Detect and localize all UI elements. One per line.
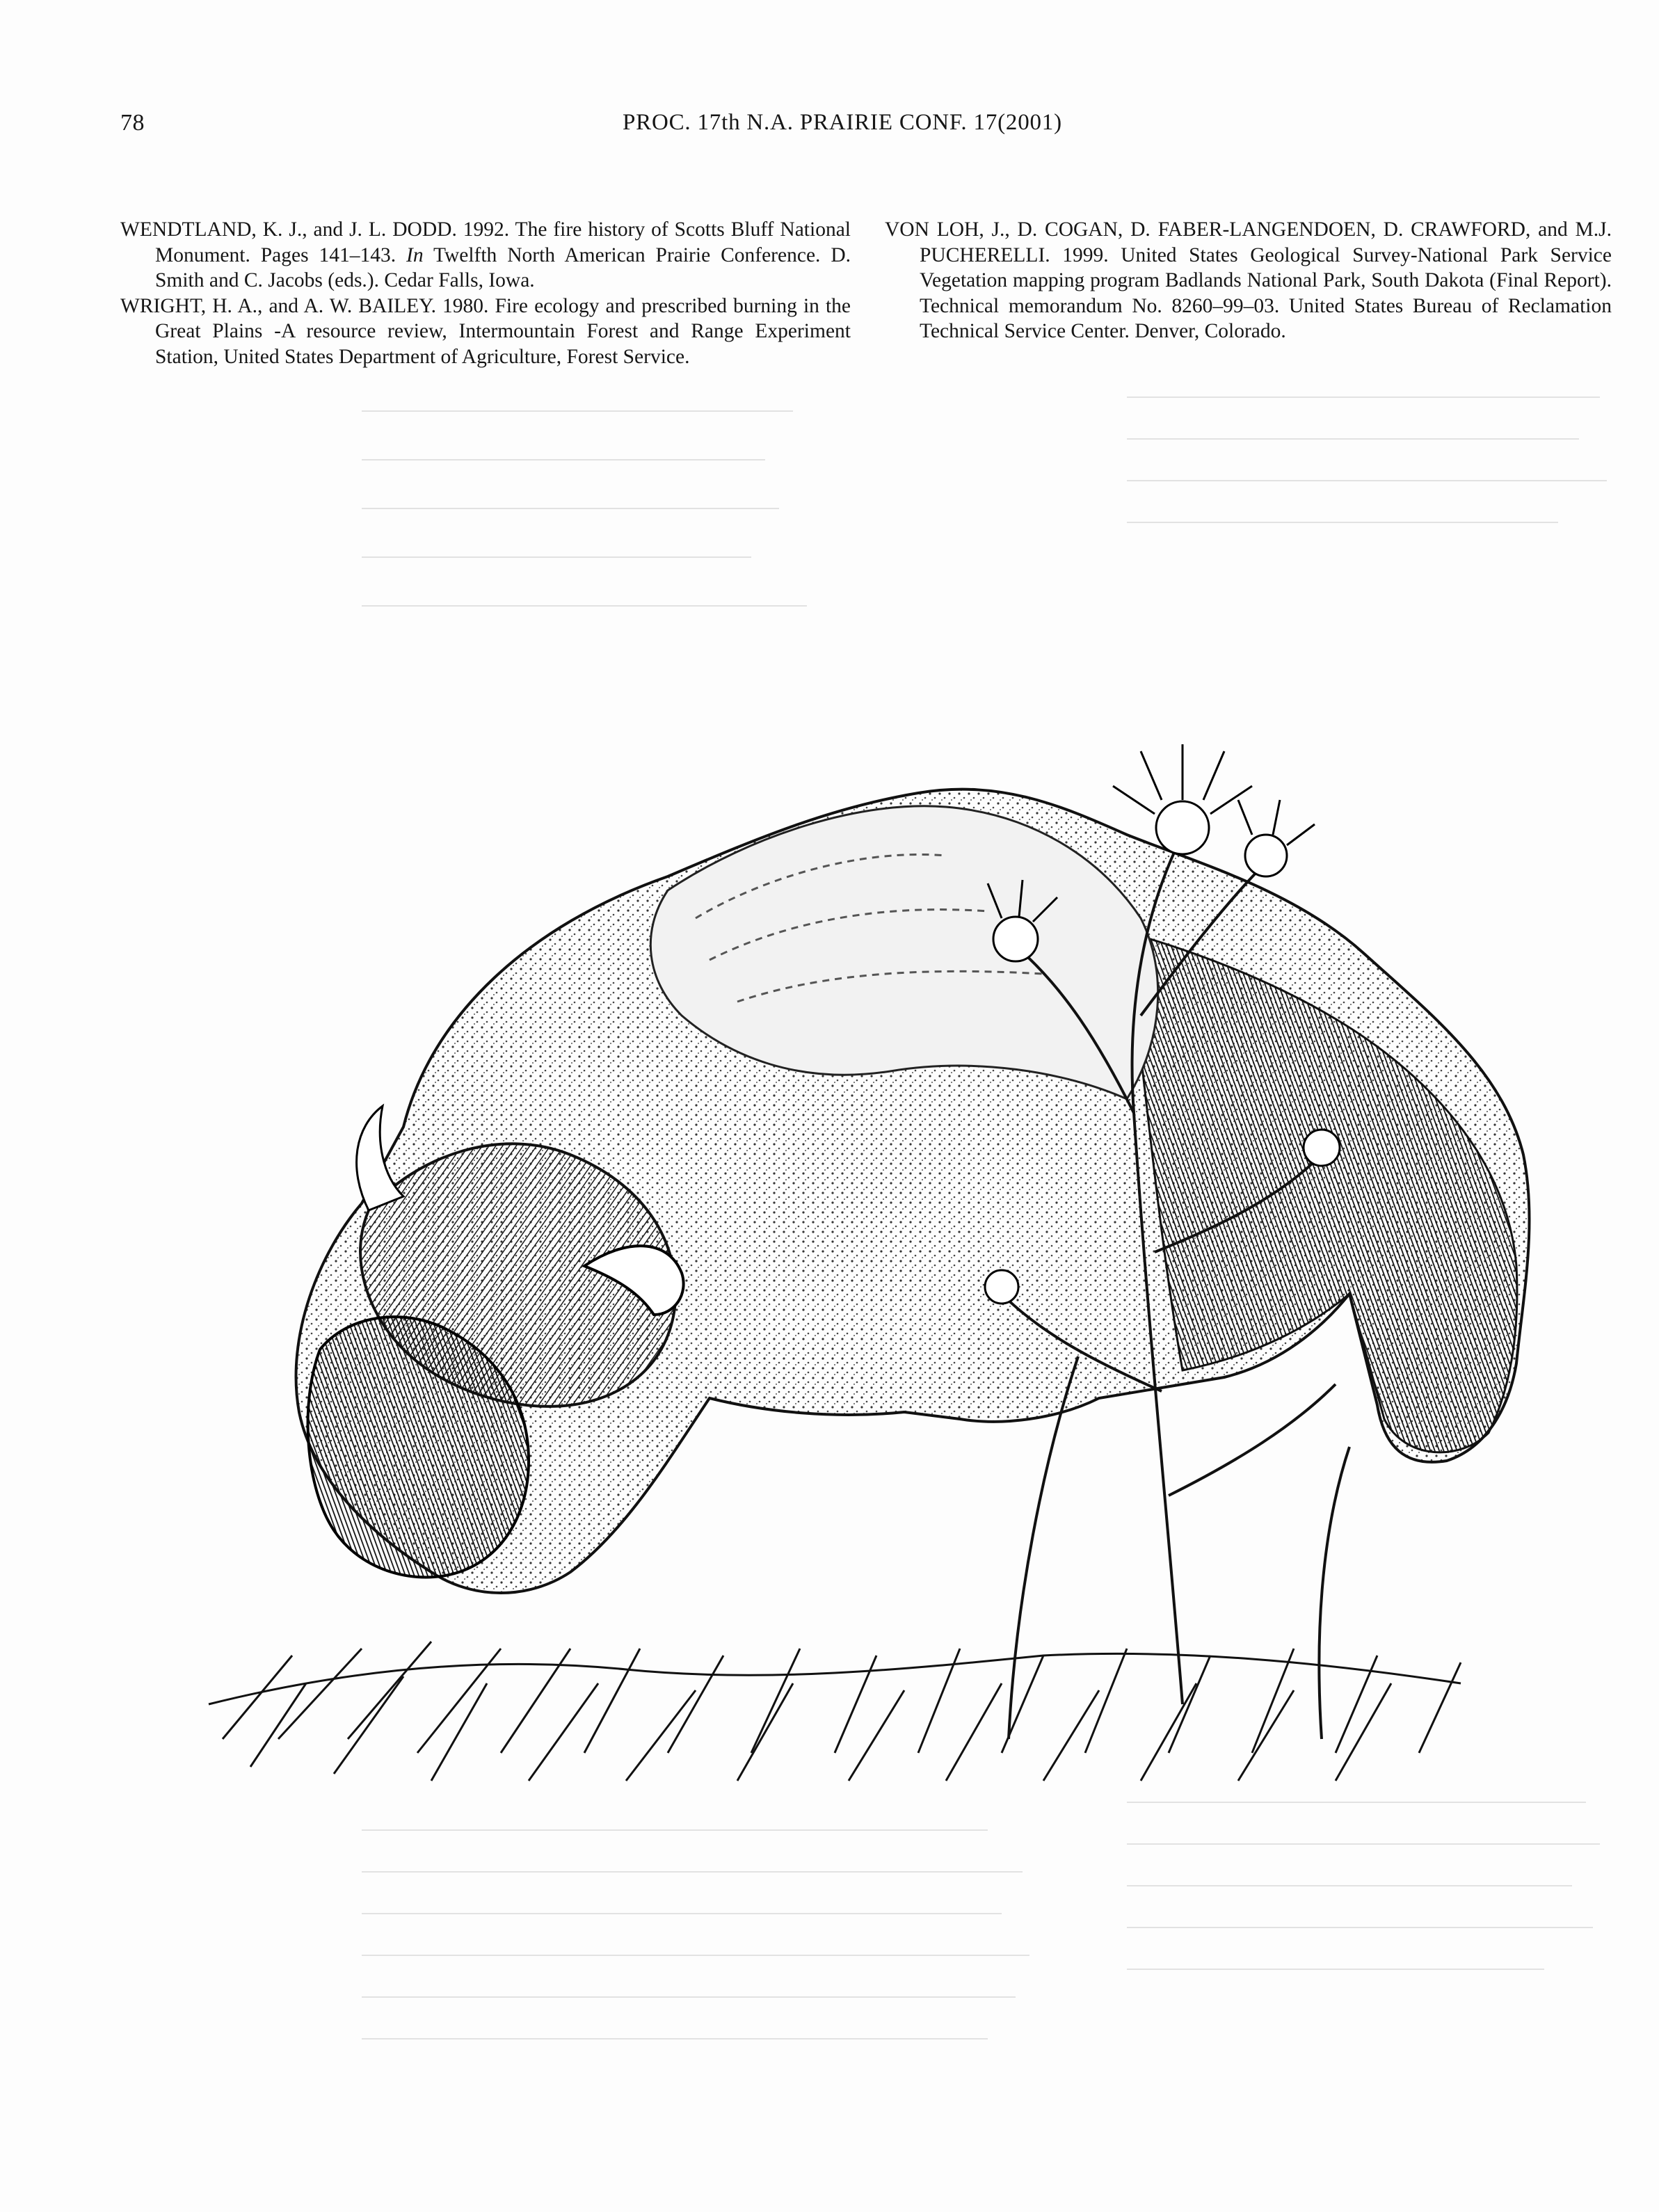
right-column-references: [885, 217, 1612, 344]
page-number: 78: [120, 110, 145, 136]
reference-text: Twelfth North American Prairie Conference. D. Smith and C. Jacobs (eds.). Cedar Falls, Iowa.: [155, 243, 851, 291]
running-head: PROC. 17th N.A. PRAIRIE CONF. 17(2001): [623, 110, 1062, 135]
bison-illustration: [139, 626, 1565, 1843]
reference-entry-wright: [120, 294, 851, 370]
left-column-references: [120, 217, 851, 369]
reference-italic: In: [406, 243, 424, 266]
grass-tufts: [209, 1642, 1461, 1781]
reference-authors: WRIGHT, H. A., and A. W. BAILEY. 1980.: [120, 294, 489, 317]
reference-authors: VON LOH, J., D. COGAN, D. FABER-LANGENDOEN, D. CRAWFORD, and M.J. PUCHERELLI. 1999.: [885, 218, 1612, 266]
reference-entry-wendtland: [120, 217, 851, 294]
reference-text: The fire history of Scotts Bluff National Monument. Pages 141–143.: [155, 218, 851, 266]
page-header: [0, 110, 1659, 145]
reference-text: Fire ecology and prescribed burning in the Great Plains -A resource review, Intermountain Forest and Range Experiment Station, United States Department of Agriculture, Forest Service.: [155, 294, 851, 368]
reference-text: United States Geological Survey-National Park Service Vegetation mapping program Badlands National Park, South Dakota (Final Report). Technical memorandum No. 8260–99–03. United States Bureau of Reclamation Technical Service Center. Denver, Colorado.: [920, 243, 1612, 342]
reference-entry-von-loh: [885, 217, 1612, 344]
reference-authors: WENDTLAND, K. J., and J. L. DODD. 1992.: [120, 218, 510, 241]
